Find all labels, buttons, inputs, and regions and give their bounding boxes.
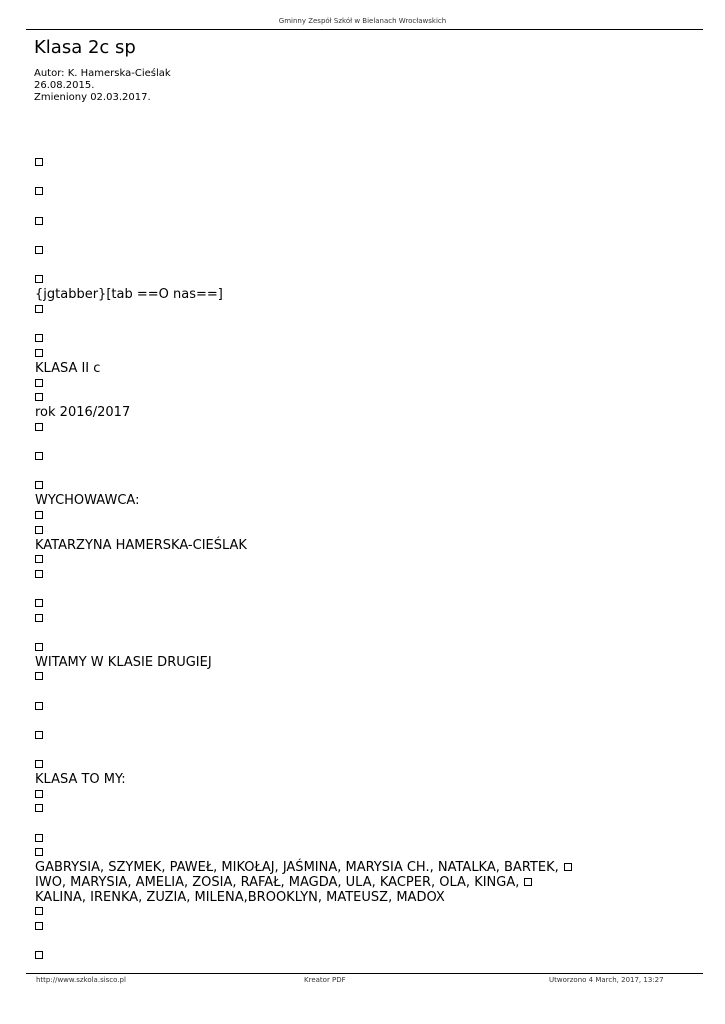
- placeholder-box: [35, 390, 43, 405]
- page-header: Gminny Zespół Szkół w Bielanach Wrocławskich: [278, 17, 447, 25]
- placeholder-box: [35, 376, 43, 391]
- header-divider: [26, 29, 703, 30]
- page-title: Klasa 2c sp: [34, 37, 136, 58]
- placeholder-box: [35, 611, 43, 626]
- placeholder-box: [35, 787, 43, 802]
- placeholder-box: [35, 302, 43, 317]
- footer-divider: [26, 973, 703, 974]
- placeholder-box: [35, 184, 43, 199]
- placeholder-box: [35, 331, 43, 346]
- school-year: rok 2016/2017: [35, 405, 131, 420]
- placeholder-box: [35, 831, 43, 846]
- modified-date: Zmieniony 02.03.2017.: [34, 92, 151, 103]
- placeholder-box: [35, 552, 43, 567]
- placeholder-box: [35, 757, 43, 772]
- footer-url-link[interactable]: http://www.szkola.sisco.pl: [36, 976, 126, 984]
- placeholder-box: [35, 420, 43, 435]
- placeholder-box: [35, 948, 43, 963]
- placeholder-box: [35, 845, 43, 860]
- class-name: KLASA II c: [35, 361, 101, 376]
- footer-generated-date: Utworzono 4 March, 2017, 13:27: [549, 976, 664, 984]
- placeholder-box: [35, 214, 43, 229]
- teacher-name: KATARZYNA HAMERSKA-CIEŚLAK: [35, 538, 247, 553]
- placeholder-box: [35, 346, 43, 361]
- class-is-us-heading: KLASA TO MY:: [35, 772, 126, 787]
- author-line: Autor: K. Hamerska-Cieślak: [34, 68, 171, 79]
- placeholder-box: [35, 272, 43, 287]
- placeholder-box: [35, 596, 43, 611]
- placeholder-box: [35, 155, 43, 170]
- placeholder-box: [35, 699, 43, 714]
- student-names-line-2: IWO, MARYSIA, AMELIA, ZOSIA, RAFAŁ, MAGDA, ULA, KACPER, OLA, KINGA,: [35, 875, 532, 890]
- tabber-markup: {jgtabber}[tab ==O nas==]: [35, 287, 223, 302]
- placeholder-box: [35, 243, 43, 258]
- student-names-line-3: KALINA, IRENKA, ZUZIA, MILENA,BROOKLYN, MATEUSZ, MADOX: [35, 890, 445, 905]
- created-date: 26.08.2015.: [34, 80, 95, 91]
- placeholder-box: [35, 478, 43, 493]
- placeholder-box: [35, 669, 43, 684]
- placeholder-box: [35, 523, 43, 538]
- placeholder-box: [35, 567, 43, 582]
- placeholder-box: [35, 919, 43, 934]
- welcome-text: WITAMY W KLASIE DRUGIEJ: [35, 655, 212, 670]
- footer-creator: Kreator PDF: [304, 976, 346, 984]
- teacher-heading: WYCHOWAWCA:: [35, 493, 140, 508]
- placeholder-box: [35, 728, 43, 743]
- placeholder-box: [35, 449, 43, 464]
- placeholder-box: [35, 640, 43, 655]
- placeholder-box: [35, 801, 43, 816]
- placeholder-box: [35, 904, 43, 919]
- placeholder-box: [35, 508, 43, 523]
- student-names-line-1: GABRYSIA, SZYMEK, PAWEŁ, MIKOŁAJ, JAŚMINA, MARYSIA CH., NATALKA, BARTEK,: [35, 860, 572, 875]
